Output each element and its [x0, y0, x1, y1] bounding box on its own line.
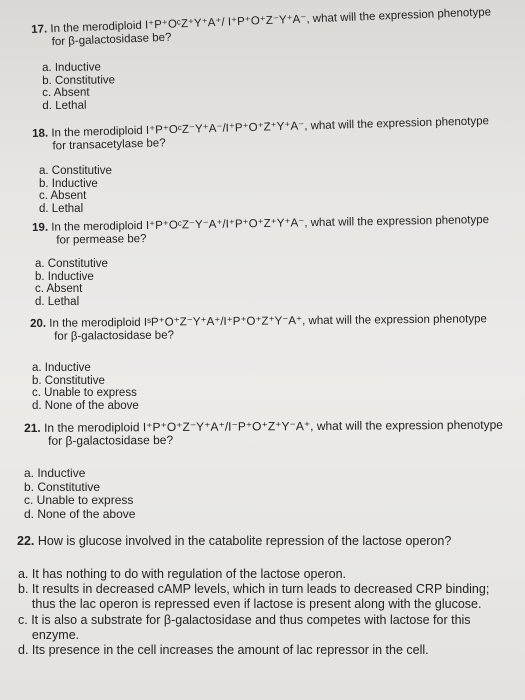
option-b[interactable]: b. Constitutive	[42, 73, 116, 87]
option-b[interactable]: b. Inductive	[39, 177, 98, 190]
question-number: 22.	[17, 534, 35, 548]
question-stem-line1: In the merodiploid I⁺P⁺OᶜZ⁺Y⁺A⁺/ I⁺P⁺O⁺Z⁻Y⁺A⁻, what will the expression phenotype	[50, 6, 492, 36]
answer-options	[32, 362, 139, 412]
option-a[interactable]: a. It has nothing to do with regulation of the lactose operon.	[18, 567, 346, 581]
question-number: 18.	[32, 127, 49, 140]
option-c[interactable]: c. Unable to express	[24, 493, 134, 507]
option-b[interactable]: b. Constitutive	[32, 374, 105, 387]
option-b[interactable]: b. Inductive	[35, 270, 94, 283]
question-number: 21.	[23, 420, 41, 435]
option-c-continued: enzyme.	[18, 627, 80, 642]
option-c[interactable]: c. Absent	[39, 190, 87, 203]
option-c[interactable]: c. Absent	[35, 283, 83, 296]
answer-options	[42, 61, 115, 112]
option-b[interactable]: b. Constitutive	[24, 479, 101, 494]
question-stem-line2: for permease be?	[56, 233, 147, 247]
option-c[interactable]: c. Absent	[42, 86, 90, 100]
question-text	[32, 115, 490, 154]
option-c[interactable]: c. Unable to express	[32, 387, 137, 400]
question-stem-line1: In the merodiploid IˢP⁺O⁺Z⁻Y⁺A⁺/I⁺P⁺O⁺Z⁺Y⁻A⁺, what will the expression phenotype	[49, 313, 487, 330]
option-d[interactable]: d. Lethal	[42, 99, 87, 112]
question-number: 17.	[31, 23, 48, 36]
question-text	[30, 313, 487, 344]
option-b-continued: thus the lac operon is repressed even if lactose is present along with the glucose.	[18, 597, 482, 612]
option-c[interactable]: c. It is also a substrate for β-galactosidase and thus competes with lactose for this	[18, 612, 471, 627]
option-a[interactable]: a. Inductive	[42, 61, 101, 74]
option-a[interactable]: a. Constitutive	[39, 165, 112, 177]
option-a[interactable]: a. Inductive	[24, 466, 86, 480]
question-stem-line1: In the merodiploid I⁺P⁺OᶜZ⁻Y⁺A⁻/I⁺P⁺O⁺Z⁺Y⁺A⁻, what will the expression phenotype	[51, 115, 490, 140]
answer-options	[24, 467, 135, 521]
question-text	[31, 6, 492, 50]
question-text	[17, 534, 451, 548]
answer-options	[39, 165, 112, 215]
option-b[interactable]: b. It results in decreased cAMP levels, which in turn leads to decreased CRP binding;	[18, 582, 490, 597]
option-d[interactable]: d. None of the above	[24, 506, 136, 521]
option-a[interactable]: a. Inductive	[32, 362, 91, 374]
question-stem-line2: for β-galactosidase be?	[54, 329, 175, 343]
option-d[interactable]: d. Its presence in the cell increases the amount of lac repressor in the cell.	[18, 643, 429, 658]
answer-options	[18, 567, 489, 658]
question-text	[32, 214, 489, 248]
option-d[interactable]: d. Lethal	[35, 295, 80, 308]
question-stem-line1: In the merodiploid I⁺P⁺O⁺Z⁻Y⁺A⁺/I⁻P⁺O⁺Z⁺Y⁻A⁺, what will the expression phenotype	[44, 417, 503, 435]
option-d[interactable]: d. Lethal	[39, 202, 84, 215]
question-stem-line2: for β-galactosidase be?	[48, 432, 174, 448]
question-number: 20.	[30, 317, 47, 330]
question-stem-line2: for β-galactosidase be?	[51, 31, 172, 49]
question-stem-line1: In the merodiploid I⁺P⁺OᶜZ⁻Y⁻A⁺/I⁺P⁺O⁺Z⁺Y⁺A⁻, what will the expression phenotype	[51, 214, 490, 234]
option-a[interactable]: a. Constitutive	[35, 258, 108, 270]
question-stem-line2: for transacetylase be?	[52, 137, 166, 153]
option-d[interactable]: d. None of the above	[32, 399, 139, 412]
question-stem-line1: How is glucose involved in the catabolite repression of the lactose operon?	[37, 534, 452, 548]
answer-options	[35, 258, 108, 308]
question-number: 19.	[32, 221, 49, 234]
question-text	[24, 419, 503, 448]
